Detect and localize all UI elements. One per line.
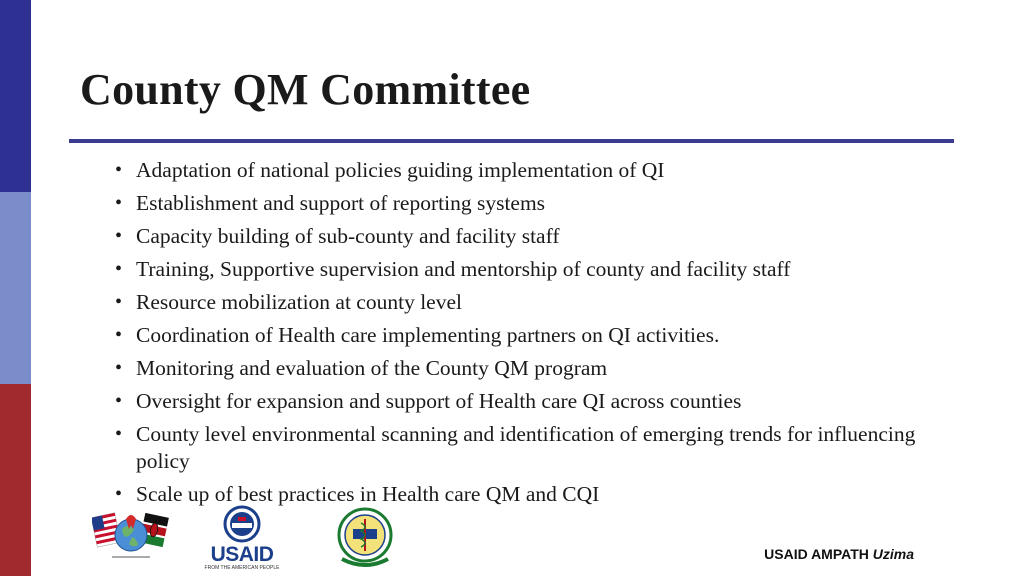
bullet-item [112,289,932,316]
bullet-dot: • [115,225,123,247]
mtrh-logo [330,505,400,571]
usaid-seal-icon [202,505,282,543]
bullet-dot: • [115,390,123,412]
side-bar-bottom [0,384,31,576]
bullet-text: Establishment and support of reporting systems [136,191,546,215]
bullet-text: Monitoring and evaluation of the County QM program [136,356,608,380]
bullet-text: Coordination of Health care implementing partners on QI activities. [136,323,720,347]
side-bar-middle [0,192,31,384]
bullet-item [112,388,932,415]
usaid-wordmark: USAID [210,543,274,566]
bullet-text: Oversight for expansion and support of Health care QI across counties [136,389,742,413]
bullet-dot: • [115,423,123,445]
bullet-item [112,223,932,250]
bullet-dot: • [115,324,123,346]
footer-brand-text: USAID AMPATH [764,546,869,562]
bullet-text: Adaptation of national policies guiding implementation of QI [136,158,665,182]
bullet-text: Capacity building of sub-county and facility staff [136,224,560,248]
title-divider [69,139,954,143]
slide-title: County QM Committee [80,65,531,114]
usaid-tagline: FROM THE AMERICAN PEOPLE [204,565,280,571]
bullet-item [112,421,932,475]
bullet-dot: • [115,291,123,313]
ampath-logo [92,505,170,571]
bullet-dot: • [115,258,123,280]
partner-logos [92,505,422,575]
bullet-text: Resource mobilization at county level [136,290,462,314]
bullet-dot: • [115,159,123,181]
usaid-logo [202,505,282,571]
side-bar-top [0,0,31,192]
bullet-text: Scale up of best practices in Health care QM and CQI [136,482,600,506]
bullet-dot: • [115,357,123,379]
bullet-item [112,322,932,349]
footer-brand [764,546,914,562]
bullet-item [112,157,932,184]
bullet-text: Training, Supportive supervision and mentorship of county and facility staff [136,257,791,281]
bullet-dot: • [115,483,123,505]
bullet-item [112,481,932,508]
bullet-item [112,355,932,382]
bullet-dot: • [115,192,123,214]
footer-brand-italic: Uzima [872,546,914,562]
bullet-text: County level environmental scanning and identification of emerging trends for influencing policy [136,422,916,473]
bullet-item [112,256,932,283]
bullet-list [112,157,932,514]
bullet-item [112,190,932,217]
